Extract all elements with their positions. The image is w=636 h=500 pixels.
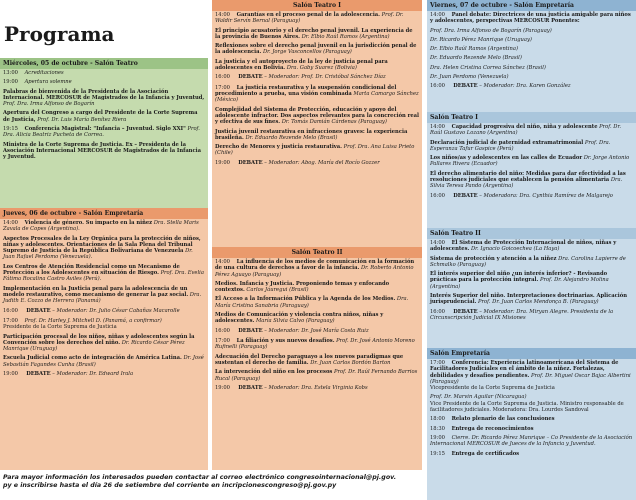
program-item [430,46,633,52]
item-time: 17:00 [3,317,18,324]
column-left [0,0,208,378]
program-item [215,354,419,367]
item-speaker: Acreditaciones [24,70,64,76]
debate-label: DEBATE [238,74,263,81]
section-body [427,359,636,461]
section-body [427,239,636,326]
program-item [215,312,419,325]
item-speaker: Dr. Ignacio Goicoechea (La Haya) [470,246,560,253]
program-item [430,74,633,80]
item-speaker: Prof. Dra. Evelia Fátima Rocalina Castro Aviles (Perú). [3,270,204,283]
debate-moderator: Moderador: Prof. Dr. Cristóbal Sánchez Díaz [268,74,386,81]
debate-time: 19:00 [215,384,230,391]
item-time: 19:00 [430,434,445,441]
program-item [430,140,633,153]
section-body [427,123,636,204]
item-speaker: Dr. Juan Carlos Bordón Barton [310,359,391,366]
debate-label: DEBATE [26,307,51,314]
item-speaker: Dr. Elbio Raúl Ramos (Argentina) [301,33,390,40]
footer-line-2: py e inscribirse hasta el día 26 de setiembre del corriente en incripcionescongreso@pj.gov.py [3,482,337,489]
item-title: La filiación y sus nuevos desafíos. [236,338,335,345]
page-title: Programa [4,22,115,46]
item-speaker: Dr. Roberto Antonio Pérez Aguayo (Paraguay) [215,265,414,278]
debate-label: DEBATE [238,327,263,334]
section-body [212,11,422,171]
program-item [430,416,633,422]
item-speaker: Dra. Stella Maris Zavala de Copes (Argentina). [3,220,199,233]
program-item [215,85,419,104]
debate-row: 19:00 DEBATE – Moderador: Dr. Edward Irala [3,371,134,378]
debate-row: 16:00 DEBATE – Moderador: Dra. Miryan Alegre. Presidenta de la Circunscripción Judicial IX Misiones [430,308,614,322]
program-item [430,55,633,61]
item-time: 14:00 [3,220,18,226]
item-title: Panel debate: Directrices de una justicia amigable para niños y adolescentes, perspectivas MERCOSUR Ponentes: [430,12,631,25]
debate-time: 19:00 [215,159,230,166]
program-item [3,89,205,108]
debate-time: 16:00 [215,327,230,334]
program-item [430,293,633,306]
debate-row: 19:00 DEBATE – Moderador: Abog. María del Rocío Gozzer [215,159,380,166]
item-title: Declaración judicial de paternidad extramatrimonial [430,139,584,146]
debate-label: DEBATE [238,384,263,391]
item-time: 17:00 [430,360,445,366]
program-item [3,79,205,85]
program-item [430,28,633,34]
item-speaker: Apertura solemne [24,79,72,86]
program-item [430,256,633,269]
item-title: Aspectos Procesales de la Ley Orgánica para la protección de niños, niñas y adolescentes. Orientaciones de la Sala Plena del Tribunal Supremo de Justicia de la República Bolivariana de Venezuela [3,235,201,255]
program-item [3,70,205,76]
item-time: 18:30 [430,425,445,432]
section-header: Miércoles, 05 de octubre - Salón Teatro [0,58,208,69]
footer-note [3,474,423,490]
item-title: Adecuación del Derecho paraguayo a los nuevos paradigmas que sustentan el derecho de familia. [215,353,404,366]
footer-line-1: Para mayor información los interesados pueden contactar al correo electrónico congresointernacional@pj.gov. [3,474,397,481]
item-speaker: Dra. María Cristina Sanabria (Paraguay) [215,296,409,309]
debate-row: 16:00 DEBATE – Moderadora: Dra. Cynthia Ramírez de Malgarejo [430,192,613,199]
item-title: Entrega de certificados [451,450,520,457]
section-body [427,11,636,95]
debate-time: 16:00 [430,308,445,315]
program-section [427,0,636,112]
item-speaker: Dr. Tomás Damián Cárdenas (Paraguay) [281,119,387,126]
program-section [427,112,636,228]
item-title: Apertura del Congreso a cargo del Presidente de la Corte Suprema de Justicia, [3,110,198,123]
item-title: El derecho alimentario del niño: Medidas para dar efectividad a las resoluciones judiciales que establecen la pensión alimentaria [430,170,626,184]
item-title: Interés Superior del niño. Interpretaciones doctrinarias. Aplicación jurisprudencial. [430,293,627,306]
debate-row: 16:00 DEBATE – Moderador: Dra. Karen González [430,83,571,90]
debate-moderator: Moderador: Dra. Miryan Alegre. Presidenta de la Circunscripción Judicial IX Misiones [430,308,614,322]
item-speaker: Dr. Eduardo Rezende Melo (Brasil) [245,134,338,141]
item-speaker: Dra. Carolina Lapierre de Schmalko (Paraguay) [430,255,626,268]
debate-label: DEBATE [453,192,478,199]
debate-row: 19:00 DEBATE – Moderador: Dra. Estela Virginia Kobs [215,384,368,391]
debate-time: 16:00 [430,192,445,199]
item-speaker: Dr. Ricardo Pérez Manrique (Uruguay) [430,36,532,43]
debate-moderator: Moderador: Dr. Julio César Cabañas Macarolle [56,307,180,314]
program-item [215,369,419,382]
item-speaker: Prof. Dra. Esperanza Tafur Gaspice (Perú) [430,139,611,152]
section-body [212,258,422,396]
item-title: Justicia juvenil restaurativa en infracciones graves: la experiencia brasileña. [215,128,408,141]
item-speaker: Prof. Dr. Waldir Servín Bernal (Paraguay) [215,12,404,25]
debate-label: DEBATE [453,83,478,90]
program-item [215,281,419,294]
program-item [215,144,419,157]
item-speaker: Prof. Dr. Marvin Aguilar (Nicaragua) [430,394,527,401]
debate-moderator: Moderador: Dr. Edward Irala [56,371,134,378]
item-time: 14:00 [430,12,445,18]
item-speaker: Dr. Jorge Antonio Pallares Rivera (Ecuador) [430,155,630,168]
item-speaker: Carlos Jáuregui (Brasil) [246,287,309,294]
item-title: Violencia de género. Su impacto en la niñez [24,220,153,226]
item-title: Derecho de Menores y justicia restaurativa. [215,144,342,151]
section-body [0,69,208,165]
debate-time: 19:00 [3,371,18,378]
item-time: 13:00 [3,70,18,76]
item-title: Escuela Judicial como acto de integración de América Latina. [3,355,182,362]
item-title: Entrega de reconocimientos [451,425,534,432]
program-item [3,318,205,331]
program-item [430,435,633,448]
item-title: El interés superior del niño ¿un interés inferior? - Revisando prácticas para la protección integral. [430,271,608,284]
item-speaker: Cierre. Dr. Ricardo Pérez Manrique – Co Presidente de la Asociación Internacional MERCOSUR de Jueces de la Infancia y Juventud. [430,434,633,448]
program-section [212,247,422,470]
item-speaker: Dr. Elbio Raúl Ramos (Argentina) [430,46,518,53]
program-item [3,264,205,283]
debate-moderator: Moderador: Abog. María del Rocío Gozzer [268,159,380,166]
program-item [3,236,205,261]
debate-moderator: Moderador: Dr. José María Costa Ruiz [268,327,369,334]
item-speaker: Prof. Dra. Ana Luisa Prieto (Chile) [215,144,415,157]
item-speaker: Prof. Dra. Alicia Beatriz Pucheta de Correa. [3,126,200,139]
item-title: La influencia de los medios de comunicación en la formación de una cultura de derechos a favor de la infancia. [215,259,415,272]
item-time: 19:15 [430,450,445,457]
program-item [430,171,633,190]
program-item [3,286,205,305]
section-header: Viernes, 07 de octubre - Salón Empretaría [427,0,636,11]
section-header: Salón Teatro I [212,0,422,11]
item-title: Ministra de la Corte Suprema de Justicia. Ex – Presidenta de la Asociación Internacional MERCOSUR de Magistrados de la Infancia y Juventud. [3,141,201,161]
item-time: 17:00 [215,84,230,91]
item-speaker: Prof. Dr. Juan Carlos Mendonça B. (Paraguay) [478,299,599,306]
item-time: 14:00 [430,124,445,130]
item-title: Conferencia: Experiencia latinoamericana del Sistema de Facilitadores Judiciales en el ámbito de la niñez. Fortalezas, debilidades y desafíos pendientes. [430,360,619,379]
program-item [430,451,633,457]
item-speaker: Prof. Dr. José Antonio Moreno Rufinelli (Paraguay) [215,338,415,351]
item-title: Reflexiones sobre el derecho penal juvenil en la jurisdicción penal de la adolescencia. [215,43,417,56]
debate-time: 16:00 [3,307,18,314]
program-item [215,338,419,351]
program-item [430,65,633,71]
section-body [0,219,208,382]
item-title: Los Centros de Atención Residencial como un Mecanismo de Protección a los Adolescentes en situación de Riesgo. [3,263,180,277]
item-title: Relato plenario de las conclusiones [451,416,555,423]
item-speaker: Prof. Dra. Irma Alfonso de Bogarín [3,101,95,108]
program-item [430,12,633,25]
item-speaker: Dr. Juan Rafael Perdomo (Venezuela). [3,248,193,261]
item-speaker: Dr. Ricardo César Pérez Manrique (Uruguay) [3,339,185,353]
section-header: Salón Teatro I [427,112,636,123]
item-note: Vicepresidente de la Corte Suprema de Justicia [430,385,555,392]
program-item [430,240,633,253]
item-title: El Acceso a la Información Pública y la Agenda de los Medios. [215,296,396,303]
item-speaker: Marta Camargo Sánchez (México) [215,91,419,104]
program-item [215,28,419,41]
program-item [3,355,205,368]
item-time: 14:00 [215,259,230,265]
program-item [3,142,205,161]
program-item [3,110,205,123]
program-item [430,426,633,432]
item-speaker: Dr. Juan Perdomo (Venezuela) [430,74,509,81]
program-item [215,259,419,278]
item-title: El Sistema de Protección Internacional de niños, niñas y adolescentes. [430,240,617,253]
debate-time: 16:00 [430,83,445,90]
item-speaker: Dr. Eduardo Rezende Melo (Brasil) [430,55,522,62]
item-speaker: Prof. Dr. Alejandro Molina (Argentina) [430,277,609,290]
debate-label: DEBATE [453,308,478,315]
section-header: Salón Empretaría [427,348,636,359]
section-header: Salón Teatro II [427,228,636,239]
item-speaker: Prof. Dr. Raúl Gustavo Lozano (Argentina) [430,124,622,137]
program-section [0,58,208,208]
item-title: Los niños/as y adolescentes en las calles de Ecuador [430,155,583,162]
program-section [0,208,208,470]
program-item [3,126,205,139]
item-title: Medios. Infancia y Justicia. Proponiendo temas y enfocando contextos. [215,280,390,294]
item-speaker: Prof. Dra. Irma Alfonso de Bogarín (Paraguay) [430,27,552,34]
program-item [430,155,633,168]
item-speaker: Prof. Dr. Raúl Fernando Barrios Rucal (Paraguay) [215,369,418,382]
debate-time: 16:00 [215,74,230,81]
item-title: Complejidad del Sistema de Protección, educación y apoyo del adolescente infractor. Dos aspectos relevantes para la concreción real y efectiva de sus fines. [215,106,419,126]
item-title: Sistema de protección y atención a la niñez [430,255,557,262]
debate-row: 16:00 DEBATE – Moderador: Dr. José María Costa Ruiz [215,327,369,334]
item-title: La intervención del niño en los procesos [215,369,333,376]
item-note: Presidente de la Corte Suprema de Justicia [3,324,117,331]
program-item [430,37,633,43]
item-title: Conferencia Magistral: "Infancia – Juventud. Siglo XXI" [24,126,186,133]
program-section [427,228,636,348]
program-item [215,43,419,56]
item-speaker: Prof. Dr. Luis María Benítez Riera [37,116,127,123]
item-note: Vice Presidente de la Corte Suprema de Justicia. Ministro responsable de facilitadores judiciales. Moderadora: Dra. Lourdes Sandoval [430,400,624,414]
item-title: Medios de Comunicación y violencia contra niños, niñas y adolescentes. [215,312,384,325]
program-item [3,220,205,233]
item-speaker: Dr. Jorge Vasconcellos (Paraguay) [262,49,352,56]
program-item [215,12,419,25]
item-speaker: Dra. Helen Cristina Correa Sánchez (Brasil) [430,64,546,71]
program-item [3,334,205,353]
section-header: Salón Teatro II [212,247,422,258]
debate-label: DEBATE [26,371,51,378]
program-item [215,107,419,126]
debate-moderator: Moderador: Dra. Karen González [483,83,571,90]
program-item [215,129,419,142]
program-item [215,296,419,309]
item-title: Palabras de bienvenida de la Presidenta de la Asociación Internacional. MERCOSUR de Magistrados de la Infancia y Juventud, [3,88,205,101]
item-speaker: Prof. Dr. Miguel Oscar Bajac Albertini (Paraguay) [430,372,631,385]
program-section [427,348,636,500]
item-title: Capacidad progresiva del niño, niña y adolescente [451,124,598,130]
item-speaker: María Silvia Calvo (Paraguay) [255,318,335,325]
section-header: Jueves, 06 de octubre - Salón Empretaría [0,208,208,219]
item-time: 17:00 [215,338,230,345]
item-title: La justicia restaurativa y la suspensión condicional del procedimiento a prueba, una visión combinada [215,84,397,98]
program-item [430,271,633,290]
item-title: La justicia y el autoproyecto de la ley de justicia penal para adolescentes en Bolivia. [215,58,388,72]
program-item [430,394,633,413]
item-speaker: Dra. Silvia Teresa Pando (Argentina) [430,177,623,190]
item-title: Participación procesal de los niños, niñas y adolescentes según la Convención sobre los derechos del niño. [3,333,195,346]
item-time: 18:00 [430,416,445,423]
debate-row: 16:00 DEBATE – Moderador: Prof. Dr. Cristóbal Sánchez Díaz [215,74,386,81]
debate-row: 16:00 DEBATE – Moderador: Dr. Julio César Cabañas Macarolle [3,307,180,314]
item-title: El principio acusatorio y el derecho penal juvenil. La experiencia de la provincia de Buenos Aires. [215,27,413,40]
item-title: Implementación en la Justicia penal para la adolescencia de un modelo restaurativo, como mecanismo de generar la paz social. [3,285,189,298]
item-speaker: Dr. José Sebastián Fagundes Cunha (Brasil) [3,355,204,368]
item-time: 14:00 [430,240,445,246]
debate-moderator: Moderador: Dra. Estela Virginia Kobs [268,384,368,391]
program-item [430,124,633,137]
item-time: 14:00 [215,12,230,18]
item-speaker: Prof. Dr. Harley J. Mitchell D. (Panamá, a confirmar) [24,317,162,324]
program-item [215,59,419,72]
program-section [212,0,422,247]
item-speaker: Dra. Gaby Suarez (Bolivia) [286,65,357,72]
debate-moderator: Moderadora: Dra. Cynthia Ramírez de Malgarejo [483,192,613,199]
item-speaker: Dra. Judith E. Cozzo de Herrera (Panamá) [3,291,202,305]
program-item [430,360,633,391]
item-time: 19:00 [3,79,18,86]
item-time: 19:15 [3,126,18,133]
debate-label: DEBATE [238,159,263,166]
item-title: Garantías en el proceso penal de la adolescencia. [236,12,380,18]
